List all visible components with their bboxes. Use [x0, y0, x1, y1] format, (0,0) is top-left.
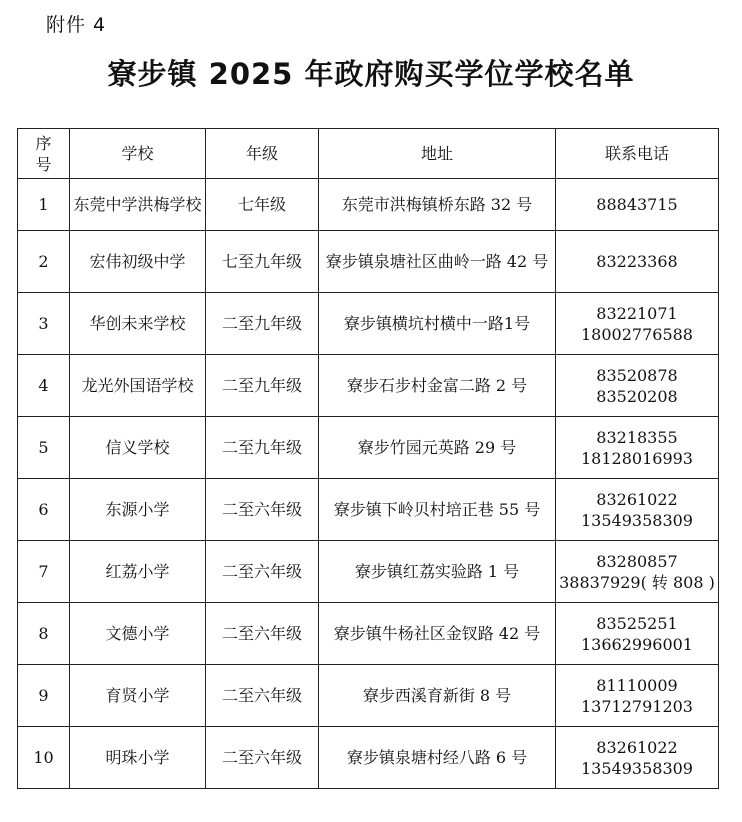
school-name: 宏伟初级中学: [70, 231, 206, 293]
school-name: 红荔小学: [70, 541, 206, 603]
grade-range: 二至六年级: [206, 665, 319, 727]
school-address: 寮步西溪育新街 8 号: [319, 665, 556, 727]
contact-phone: [556, 541, 719, 603]
row-number: 6: [18, 479, 70, 541]
table-row: [18, 727, 719, 789]
table-header-row: [18, 129, 719, 179]
attachment-label: 附件 4: [46, 14, 107, 36]
school-address: 东莞市洪梅镇桥东路 32 号: [319, 179, 556, 231]
table-row: [18, 665, 719, 727]
phone-number: 13662996001: [581, 634, 693, 654]
grade-range: 七至九年级: [206, 231, 319, 293]
grade-range: 二至九年级: [206, 355, 319, 417]
table-row: [18, 231, 719, 293]
grade-range: 七年级: [206, 179, 319, 231]
contact-phone: [556, 479, 719, 541]
phone-number: 18128016993: [581, 448, 693, 468]
header-phone: 联系电话: [556, 129, 719, 179]
header-seq-top: 序: [35, 133, 52, 153]
table-row: [18, 479, 719, 541]
row-number: 5: [18, 417, 70, 479]
phone-number: 83261022: [596, 737, 678, 757]
header-address: 地址: [319, 129, 556, 179]
row-number: 2: [18, 231, 70, 293]
header-seq: [18, 129, 70, 179]
phone-number: 83221071: [596, 303, 678, 323]
school-name: 华创未来学校: [70, 293, 206, 355]
contact-phone: [556, 231, 719, 293]
school-address: 寮步镇泉塘社区曲岭一路 42 号: [319, 231, 556, 293]
table-row: [18, 293, 719, 355]
phone-number: 38837929( 转 808 ): [559, 572, 715, 592]
contact-phone: [556, 293, 719, 355]
grade-range: 二至六年级: [206, 603, 319, 665]
phone-number: 88843715: [596, 195, 678, 214]
school-name: 信义学校: [70, 417, 206, 479]
contact-phone: [556, 603, 719, 665]
school-address: 寮步镇红荔实验路 1 号: [319, 541, 556, 603]
phone-number: 83525251: [596, 613, 678, 633]
school-name: 明珠小学: [70, 727, 206, 789]
row-number: 4: [18, 355, 70, 417]
table-row: [18, 355, 719, 417]
page-title: 寮步镇 2025 年政府购买学位学校名单: [107, 57, 635, 91]
school-name: 东莞中学洪梅学校: [70, 179, 206, 231]
school-address: 寮步镇下岭贝村培正巷 55 号: [319, 479, 556, 541]
grade-range: 二至九年级: [206, 417, 319, 479]
row-number: 9: [18, 665, 70, 727]
contact-phone: [556, 355, 719, 417]
school-name: 文德小学: [70, 603, 206, 665]
school-address: 寮步镇牛杨社区金钗路 42 号: [319, 603, 556, 665]
phone-number: 83520878: [596, 365, 678, 385]
row-number: 1: [18, 179, 70, 231]
row-number: 10: [18, 727, 70, 789]
grade-range: 二至六年级: [206, 727, 319, 789]
contact-phone: [556, 665, 719, 727]
school-address: 寮步镇横坑村横中一路1号: [319, 293, 556, 355]
school-name: 育贤小学: [70, 665, 206, 727]
phone-number: 83223368: [596, 252, 678, 271]
school-name: 龙光外国语学校: [70, 355, 206, 417]
table-row: [18, 179, 719, 231]
table-row: [18, 541, 719, 603]
school-address: 寮步石步村金富二路 2 号: [319, 355, 556, 417]
phone-number: 81110009: [596, 675, 678, 695]
phone-number: 13712791203: [581, 696, 693, 716]
row-number: 3: [18, 293, 70, 355]
phone-number: 83520208: [596, 386, 678, 406]
phone-number: 13549358309: [581, 510, 693, 530]
school-address: 寮步镇泉塘村经八路 6 号: [319, 727, 556, 789]
phone-number: 13549358309: [581, 758, 693, 778]
grade-range: 二至六年级: [206, 541, 319, 603]
grade-range: 二至六年级: [206, 479, 319, 541]
school-address: 寮步竹园元英路 29 号: [319, 417, 556, 479]
row-number: 8: [18, 603, 70, 665]
header-seq-bottom: 号: [35, 154, 52, 174]
school-list-table: [17, 128, 719, 789]
contact-phone: [556, 727, 719, 789]
contact-phone: [556, 179, 719, 231]
phone-number: 83261022: [596, 489, 678, 509]
grade-range: 二至九年级: [206, 293, 319, 355]
school-name: 东源小学: [70, 479, 206, 541]
table-row: [18, 417, 719, 479]
row-number: 7: [18, 541, 70, 603]
phone-number: 83280857: [596, 551, 678, 571]
header-grade: 年级: [206, 129, 319, 179]
phone-number: 18002776588: [581, 324, 693, 344]
phone-number: 83218355: [596, 427, 678, 447]
table-row: [18, 603, 719, 665]
contact-phone: [556, 417, 719, 479]
header-school: 学校: [70, 129, 206, 179]
